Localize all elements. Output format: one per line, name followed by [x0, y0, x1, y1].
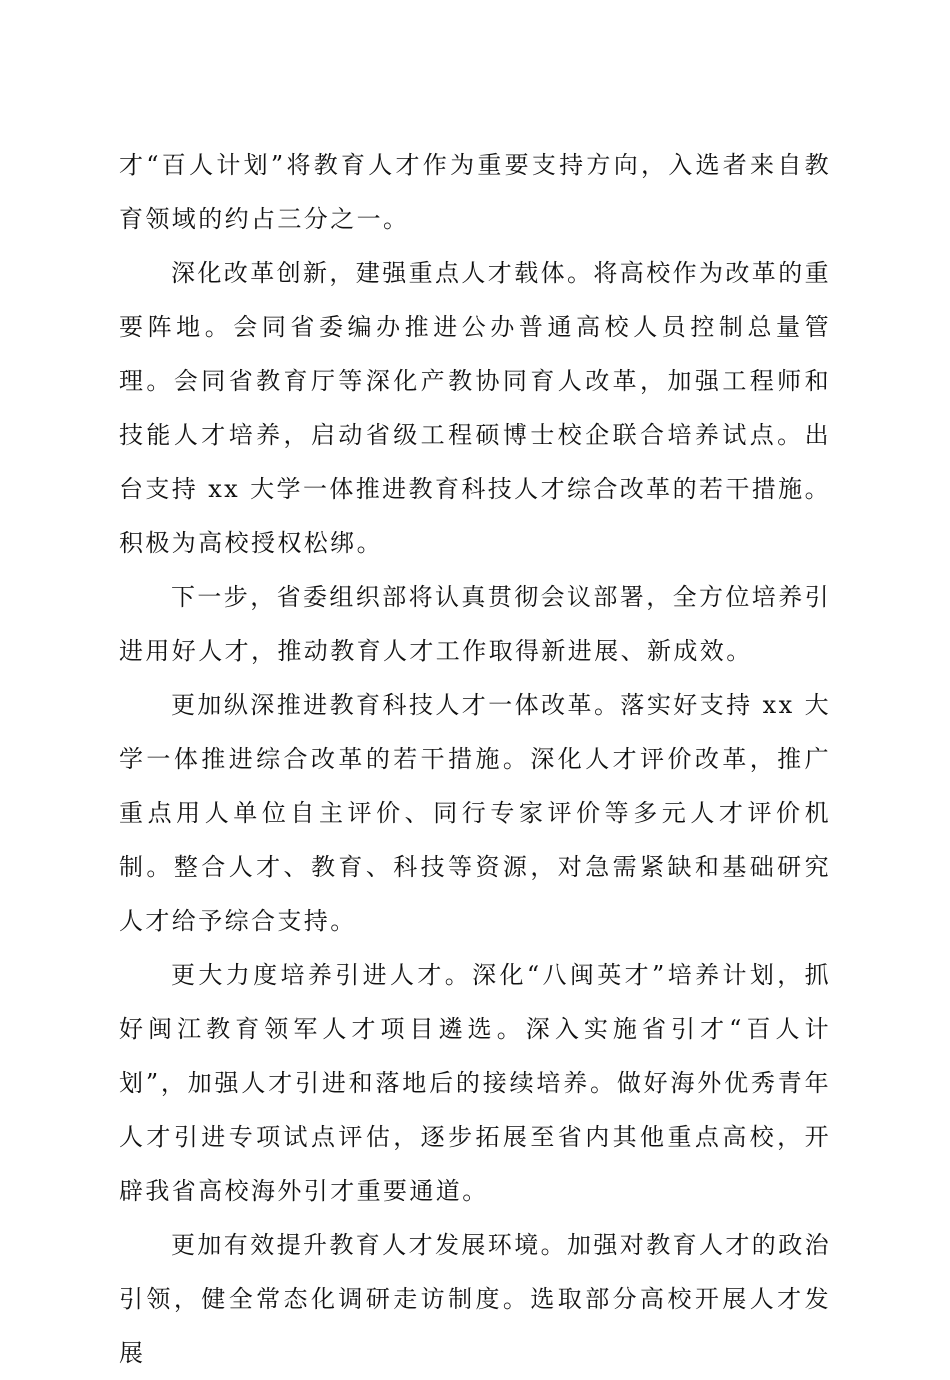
paragraph-next-step: 下一步，省委组织部将认真贯彻会议部署，全方位培养引进用好人才，推动教育人才工作取得新进展、新成效。: [119, 583, 831, 665]
paragraph-reform-innovation: 深化改革创新，建强重点人才载体。将高校作为改革的重要阵地。会同省委编办推进公办普通高校人员控制总量管理。会同省教育厅等深化产教协同育人改革，加强工程师和技能人才培养，启动省级工程硕博士校企联合培养试点。出台支持 xx 大学一体推进教育科技人才综合改革的若干措施。积极为高校授权松绑。: [119, 259, 831, 557]
paragraph-integrated-reform: 更加纵深推进教育科技人才一体改革。落实好支持 xx 大学一体推进综合改革的若干措施。深化人才评价改革，推广重点用人单位自主评价、同行专家评价等多元人才评价机制。整合人才、教育、科技等资源，对急需紧缺和基础研究人才给予综合支持。: [119, 691, 831, 935]
document-body: [119, 138, 831, 1380]
paragraph-development-environment: 更加有效提升教育人才发展环境。加强对教育人才的政治引领，健全常态化调研走访制度。选取部分高校开展人才发展: [119, 1231, 831, 1367]
paragraph-talent-cultivation: 更大力度培养引进人才。深化“八闽英才”培养计划，抓好闽江教育领军人才项目遴选。深入实施省引才“百人计划”，加强人才引进和落地后的接续培养。做好海外优秀青年人才引进专项试点评估，逐步拓展至省内其他重点高校，开辟我省高校海外引才重要通道。: [119, 961, 831, 1205]
paragraph-continuation: 才“百人计划”将教育人才作为重要支持方向，入选者来自教育领域的约占三分之一。: [119, 151, 831, 233]
